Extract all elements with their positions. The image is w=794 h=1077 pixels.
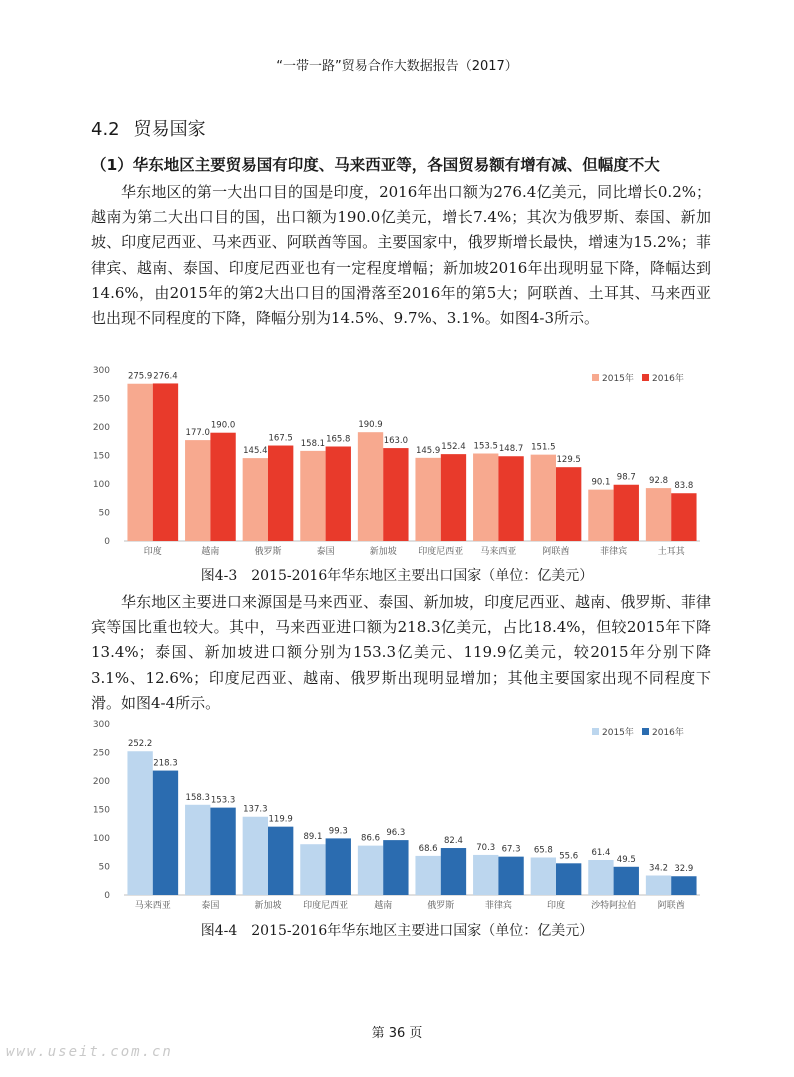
- bar-泰国-2016年: [326, 446, 351, 541]
- data-label: 82.4: [444, 836, 463, 847]
- data-label: 86.6: [361, 833, 380, 844]
- legend-label: 2016年: [652, 374, 684, 384]
- bar-越南-2015年: [185, 440, 210, 541]
- data-label: 151.5: [531, 442, 556, 453]
- data-label: 167.5: [268, 433, 293, 444]
- bar-越南-2016年: [383, 840, 408, 895]
- bar-新加坡-2015年: [243, 817, 268, 895]
- x-tick-label: 阿联酋: [657, 901, 685, 911]
- bar-沙特阿拉伯-2015年: [588, 860, 613, 895]
- x-tick-label: 俄罗斯: [427, 901, 455, 911]
- y-tick-label: 150: [92, 451, 110, 462]
- bar-俄罗斯-2015年: [243, 458, 268, 541]
- data-label: 32.9: [674, 864, 694, 875]
- y-tick-label: 100: [92, 834, 110, 844]
- y-tick-label: 150: [92, 805, 110, 816]
- x-tick-label: 印度尼西亚: [303, 901, 349, 911]
- y-tick-label: 0: [104, 891, 110, 901]
- bar-菲律宾-2015年: [473, 855, 498, 895]
- bar-菲律宾-2016年: [498, 857, 523, 895]
- bar-马来西亚-2016年: [153, 771, 178, 895]
- bar-马来西亚-2015年: [127, 751, 152, 895]
- legend-swatch: [592, 728, 599, 735]
- bar-印度尼西亚-2015年: [415, 458, 440, 541]
- chart-svg: [88, 712, 710, 917]
- import-chart: [88, 712, 710, 917]
- y-tick-label: 250: [92, 394, 110, 405]
- x-tick-label: 印度: [143, 547, 162, 557]
- data-label: 49.5: [616, 854, 636, 865]
- y-tick-label: 200: [92, 777, 110, 787]
- legend-label: 2015年: [602, 728, 634, 738]
- data-label: 153.5: [473, 441, 498, 452]
- x-tick-label: 菲律宾: [600, 547, 628, 557]
- bar-新加坡-2016年: [268, 827, 293, 895]
- bar-菲律宾-2016年: [614, 485, 639, 541]
- data-label: 145.9: [415, 445, 441, 456]
- bar-俄罗斯-2015年: [415, 856, 440, 895]
- bar-沙特阿拉伯-2016年: [614, 867, 639, 895]
- x-tick-label: 新加坡: [254, 901, 282, 911]
- y-tick-label: 300: [92, 720, 110, 730]
- x-tick-label: 泰国: [316, 547, 335, 557]
- data-label: 119.9: [268, 814, 293, 825]
- bar-阿联酋-2015年: [531, 455, 556, 541]
- data-label: 129.5: [556, 455, 581, 466]
- legend-swatch: [642, 728, 649, 735]
- data-label: 98.7: [616, 472, 636, 483]
- legend-swatch: [592, 374, 599, 381]
- bar-越南-2015年: [358, 846, 383, 895]
- bar-马来西亚-2015年: [473, 454, 498, 541]
- y-tick-label: 50: [98, 508, 110, 519]
- x-tick-label: 新加坡: [369, 547, 397, 557]
- data-label: 65.8: [533, 845, 553, 856]
- bar-泰国-2016年: [210, 808, 235, 895]
- data-label: 89.1: [303, 832, 323, 843]
- bar-泰国-2015年: [185, 805, 210, 895]
- x-tick-label: 阿联酋: [542, 547, 570, 557]
- x-tick-label: 俄罗斯: [254, 547, 282, 557]
- x-tick-label: 土耳其: [657, 547, 685, 557]
- bar-菲律宾-2015年: [588, 490, 613, 541]
- data-label: 34.2: [649, 863, 668, 874]
- data-label: 92.8: [649, 476, 668, 487]
- x-tick-label: 马来西亚: [480, 547, 517, 557]
- data-label: 90.1: [591, 477, 611, 488]
- x-tick-label: 越南: [201, 547, 220, 557]
- bar-印度尼西亚-2015年: [300, 844, 325, 895]
- legend-label: 2015年: [602, 374, 634, 384]
- y-tick-label: 300: [92, 366, 110, 376]
- data-label: 137.3: [243, 804, 268, 815]
- data-label: 165.8: [326, 434, 351, 445]
- y-tick-label: 0: [104, 537, 110, 547]
- data-label: 218.3: [153, 758, 178, 769]
- data-label: 83.8: [674, 481, 694, 492]
- x-tick-label: 马来西亚: [134, 901, 171, 911]
- bar-泰国-2015年: [300, 451, 325, 541]
- paragraph-exports: 华东地区的第一大出口目的国是印度，2016年出口额为276.4亿美元，同比增长0.2%；越南为第二大出口目的国，出口额为190.0亿美元，增长7.4%；其次为俄罗斯、泰国、新加坡、印度尼西亚、马来西亚、阿联酋等国。主要国家中，俄罗斯增长最快，增速为15.2%；菲律宾、越南、泰国、印度尼西亚也有一定程度增幅；新加坡2016年出现明显下降，降幅达到14.6%，由2015年的第2大出口目的国滑落至2016年的第5大；阿联酋、土耳其、马来西亚也出现不同程度的下降，降幅分别为14.5%、9.7%、3.1%。如图4-3所示。: [91, 183, 711, 328]
- data-label: 252.2: [127, 739, 153, 750]
- bar-新加坡-2015年: [358, 432, 383, 541]
- chart-svg: [88, 358, 710, 563]
- data-label: 153.3: [210, 795, 236, 806]
- bar-印度-2015年: [531, 857, 556, 895]
- x-tick-label: 印度尼西亚: [418, 547, 464, 557]
- export-chart: [88, 358, 710, 563]
- data-label: 145.4: [243, 446, 268, 457]
- bar-俄罗斯-2016年: [441, 848, 466, 895]
- data-label: 152.4: [441, 442, 466, 453]
- section-heading: [91, 115, 206, 141]
- legend-label: 2016年: [652, 728, 684, 738]
- data-label: 99.3: [328, 826, 348, 837]
- data-label: 96.3: [386, 828, 406, 839]
- bar-土耳其-2016年: [671, 493, 696, 541]
- y-tick-label: 50: [98, 862, 110, 873]
- bar-土耳其-2015年: [646, 488, 671, 541]
- figure-4-4-caption: 图4-4 2015-2016年华东地区主要进口国家（单位：亿美元）: [200, 923, 594, 939]
- x-tick-label: 沙特阿拉伯: [591, 901, 637, 911]
- bar-俄罗斯-2016年: [268, 446, 293, 541]
- data-label: 70.3: [476, 842, 496, 853]
- paragraph-imports: 华东地区主要进口来源国是马来西亚、泰国、新加坡，印度尼西亚、越南、俄罗斯、菲律宾等国比重也较大。其中，马来西亚进口额为218.3亿美元，占比18.4%，但较2015年下降13.4%；泰国、新加坡进口额分别为153.3亿美元、119.9亿美元，较2015年分别下降3.1%、12.6%；印度尼西亚、越南、俄罗斯出现明显增加；其他主要国家出现不同程度下滑。如图4-4所示。: [91, 593, 711, 712]
- bar-印度-2015年: [127, 384, 152, 541]
- bar-印度-2016年: [556, 863, 581, 895]
- page-number: 第 36 页: [371, 1026, 423, 1041]
- bar-越南-2016年: [210, 433, 235, 541]
- data-label: 67.3: [501, 844, 521, 855]
- y-tick-label: 100: [92, 480, 110, 490]
- data-label: 61.4: [591, 848, 611, 859]
- section-number: 4.2: [91, 119, 120, 140]
- legend-swatch: [642, 374, 649, 381]
- x-tick-label: 菲律宾: [484, 901, 512, 911]
- data-label: 275.9: [127, 371, 153, 382]
- page-header: “一带一路”贸易合作大数据报告（2017）: [276, 59, 518, 74]
- x-tick-label: 越南: [374, 901, 393, 911]
- y-tick-label: 200: [92, 423, 110, 433]
- data-label: 55.6: [559, 851, 579, 862]
- data-label: 163.0: [383, 436, 409, 447]
- bar-新加坡-2016年: [383, 448, 408, 541]
- x-tick-label: 泰国: [201, 901, 220, 911]
- data-label: 68.6: [418, 843, 438, 854]
- watermark: www.useit.com.cn: [6, 1044, 173, 1060]
- data-label: 158.1: [300, 438, 326, 449]
- data-label: 177.0: [185, 428, 210, 439]
- y-tick-label: 250: [92, 748, 110, 759]
- x-tick-label: 印度: [546, 901, 566, 911]
- data-label: 190.9: [358, 420, 383, 431]
- subheading: （1）华东地区主要贸易国有印度、马来西亚等，各国贸易额有增有减、但幅度不大: [91, 156, 660, 174]
- bar-阿联酋-2016年: [556, 467, 581, 541]
- bar-马来西亚-2016年: [498, 456, 523, 541]
- bar-印度尼西亚-2016年: [326, 838, 351, 895]
- section-title: 贸易国家: [133, 119, 206, 140]
- figure-4-3-caption: 图4-3 2015-2016年华东地区主要出口国家（单位：亿美元）: [200, 568, 594, 584]
- data-label: 190.0: [210, 420, 236, 431]
- bar-印度-2016年: [153, 383, 178, 541]
- data-label: 148.7: [498, 444, 524, 455]
- bar-阿联酋-2016年: [671, 876, 696, 895]
- bar-阿联酋-2015年: [646, 876, 671, 895]
- data-label: 276.4: [153, 371, 178, 382]
- data-label: 158.3: [185, 792, 210, 803]
- bar-印度尼西亚-2016年: [441, 454, 466, 541]
